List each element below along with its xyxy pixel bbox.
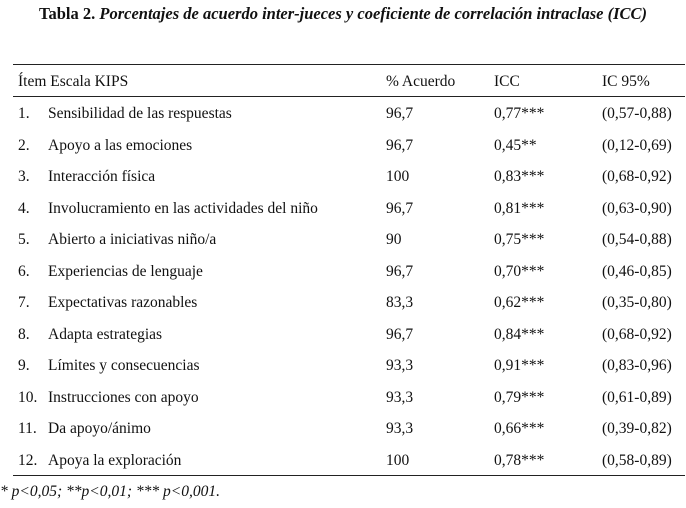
row-item: Apoyo a las emociones xyxy=(48,136,193,154)
row-icc: 0,81*** xyxy=(494,199,545,217)
table-row xyxy=(0,445,686,476)
table-footnote: * p<0,05; **p<0,01; *** p<0,001. xyxy=(0,483,220,500)
table-row xyxy=(0,193,686,224)
table-row xyxy=(0,382,686,413)
table-label: Tabla 2. xyxy=(39,4,96,23)
row-item: Abierto a iniciativas niño/a xyxy=(48,231,217,248)
row-ci: (0,63-0,90) xyxy=(602,199,672,217)
row-icc: 0,91*** xyxy=(494,357,545,374)
table-row xyxy=(0,287,686,318)
row-item: Interacción física xyxy=(48,168,156,185)
row-item: Sensibilidad de las respuestas xyxy=(48,105,232,122)
row-agreement: 93,3 xyxy=(386,357,414,374)
table-row xyxy=(0,413,686,444)
row-item: Límites y consecuencias xyxy=(48,357,200,374)
row-agreement: 96,7 xyxy=(386,199,414,217)
row-ci: (0,35-0,80) xyxy=(602,294,672,311)
row-agreement: 100 xyxy=(386,451,410,469)
row-icc: 0,79*** xyxy=(494,388,545,406)
table-caption xyxy=(0,4,686,24)
row-agreement: 96,7 xyxy=(386,325,414,343)
header-agreement: % Acuerdo xyxy=(386,73,456,90)
row-ci: (0,12-0,69) xyxy=(602,136,672,154)
row-ci: (0,46-0,85) xyxy=(602,262,672,280)
row-number: 4. xyxy=(18,199,30,217)
table-row xyxy=(0,130,686,161)
row-number: 10. xyxy=(18,388,38,406)
row-item: Apoya la exploración xyxy=(48,451,182,469)
row-icc: 0,62*** xyxy=(494,294,545,311)
row-agreement: 96,7 xyxy=(386,136,414,154)
row-ci: (0,68-0,92) xyxy=(602,325,672,343)
row-agreement: 96,7 xyxy=(386,105,414,122)
row-icc: 0,70*** xyxy=(494,262,545,280)
header-item: Ítem Escala KIPS xyxy=(18,73,129,90)
row-item: Instrucciones con apoyo xyxy=(48,388,199,406)
row-agreement: 96,7 xyxy=(386,262,414,280)
header-ci: IC 95% xyxy=(602,73,650,90)
row-number: 8. xyxy=(18,325,30,343)
header-icc: ICC xyxy=(494,73,520,90)
row-icc: 0,78*** xyxy=(494,451,545,469)
row-agreement: 93,3 xyxy=(386,388,414,406)
table-row xyxy=(0,161,686,192)
row-ci: (0,54-0,88) xyxy=(602,231,672,248)
row-item: Da apoyo/ánimo xyxy=(48,420,151,437)
row-number: 5. xyxy=(18,231,30,248)
row-ci: (0,57-0,88) xyxy=(602,105,672,122)
row-number: 11. xyxy=(18,420,37,437)
row-number: 1. xyxy=(18,105,30,122)
row-ci: (0,61-0,89) xyxy=(602,388,672,406)
table-header-rule xyxy=(13,96,685,97)
row-number: 6. xyxy=(18,262,30,280)
row-icc: 0,77*** xyxy=(494,105,545,122)
row-icc: 0,75*** xyxy=(494,231,545,248)
row-number: 3. xyxy=(18,168,30,185)
row-item: Experiencias de lenguaje xyxy=(48,262,203,280)
row-ci: (0,58-0,89) xyxy=(602,451,672,469)
row-number: 9. xyxy=(18,357,30,374)
row-icc: 0,66*** xyxy=(494,420,545,437)
table-row xyxy=(0,224,686,255)
row-item: Involucramiento en las actividades del niño xyxy=(48,199,318,217)
row-icc: 0,83*** xyxy=(494,168,545,185)
row-number: 2. xyxy=(18,136,30,154)
row-agreement: 90 xyxy=(386,231,402,248)
row-agreement: 83,3 xyxy=(386,294,414,311)
table-bottom-rule xyxy=(13,475,685,476)
table-row xyxy=(0,98,686,129)
table-row xyxy=(0,256,686,287)
table-top-rule xyxy=(13,64,685,65)
row-icc: 0,45** xyxy=(494,136,537,154)
table-header-row xyxy=(0,66,686,97)
row-number: 12. xyxy=(18,451,38,469)
row-number: 7. xyxy=(18,294,30,311)
row-ci: (0,83-0,96) xyxy=(602,357,672,374)
row-ci: (0,39-0,82) xyxy=(602,420,672,437)
table-title: Porcentajes de acuerdo inter-jueces y coeficiente de correlación intraclase (ICC) xyxy=(99,4,647,23)
row-item: Adapta estrategias xyxy=(48,325,163,343)
row-ci: (0,68-0,92) xyxy=(602,168,672,185)
row-icc: 0,84*** xyxy=(494,325,545,343)
row-agreement: 100 xyxy=(386,168,410,185)
table-row xyxy=(0,319,686,350)
row-agreement: 93,3 xyxy=(386,420,414,437)
row-item: Expectativas razonables xyxy=(48,294,198,311)
table-row xyxy=(0,350,686,381)
